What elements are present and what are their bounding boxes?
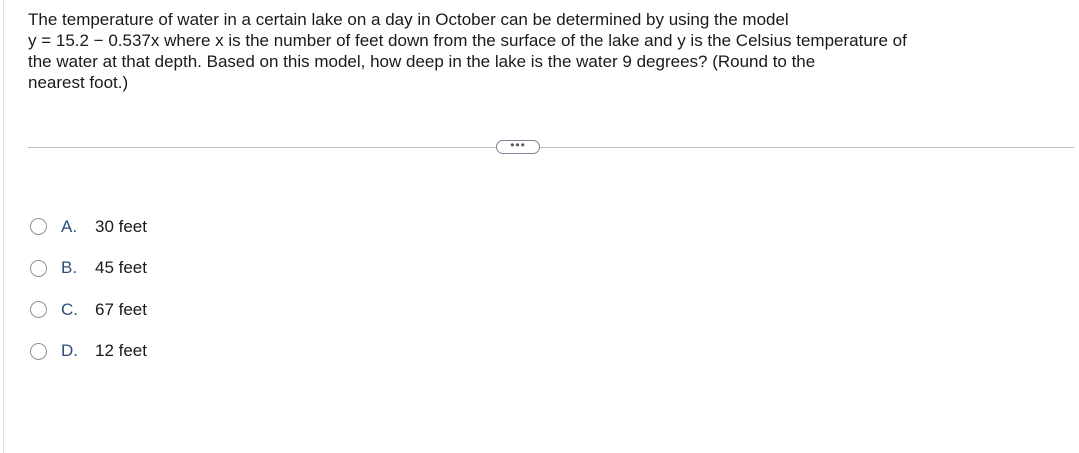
- question-text: [28, 9, 1068, 93]
- radio-button-icon[interactable]: [30, 343, 47, 360]
- option-c[interactable]: [30, 289, 147, 331]
- option-d[interactable]: [30, 331, 147, 373]
- radio-button-icon[interactable]: [30, 218, 47, 235]
- option-text: 45 feet: [95, 258, 147, 278]
- option-b[interactable]: [30, 248, 147, 290]
- option-letter: A.: [61, 216, 78, 236]
- option-letter: B.: [61, 258, 78, 278]
- question-line: nearest foot.): [28, 73, 129, 92]
- option-letter: C.: [61, 299, 78, 319]
- more-options-button[interactable]: •••: [496, 140, 540, 154]
- radio-button-icon[interactable]: [30, 260, 47, 277]
- question-line: The temperature of water in a certain lake on a day in October can be determined by using the model: [28, 10, 789, 29]
- section-divider: [28, 147, 1074, 148]
- left-border: [3, 0, 4, 453]
- question-line: y = 15.2 − 0.537x where x is the number of feet down from the surface of the lake and y is the Celsius temperature of: [28, 31, 907, 50]
- option-text: 67 feet: [95, 299, 147, 319]
- radio-button-icon[interactable]: [30, 301, 47, 318]
- option-letter: D.: [61, 341, 78, 361]
- answer-options: [30, 206, 147, 372]
- option-text: 12 feet: [95, 341, 147, 361]
- option-text: 30 feet: [95, 216, 147, 236]
- option-a[interactable]: [30, 206, 147, 248]
- question-line: the water at that depth. Based on this model, how deep in the lake is the water 9 degrees? (Round to the: [28, 52, 816, 71]
